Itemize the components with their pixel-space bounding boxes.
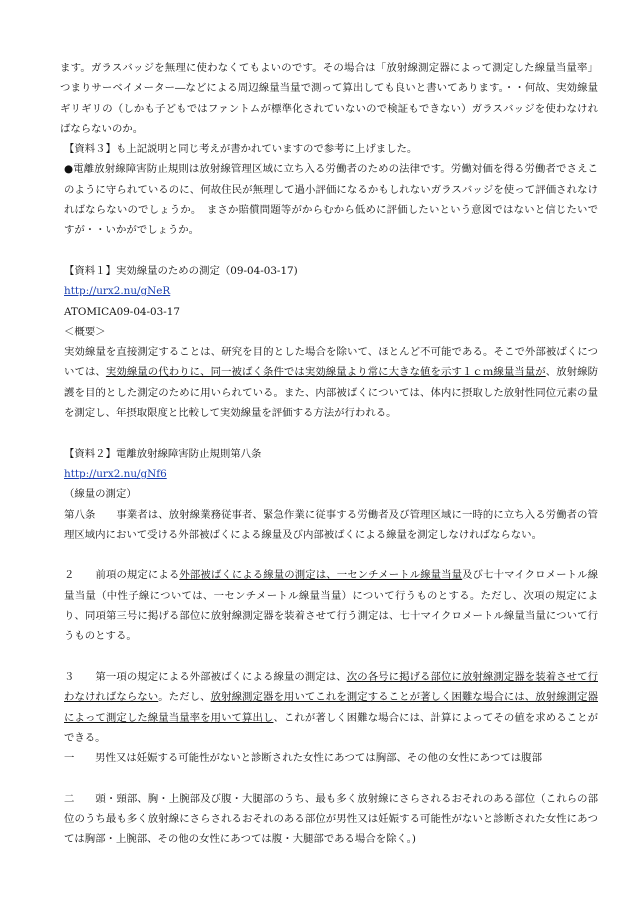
reference-1-summary-label: ＜概要＞ [64, 325, 106, 338]
clause-3-middle: 。ただし、 [158, 691, 211, 704]
spacer [60, 647, 598, 667]
clause-2-end: 及び七十マイクロメートル線量当量（中性子線については、一センチメートル線量当量）について行うものとする。ただし、次項の規定により、同項第三号に掲げる部位に放射線測定器を装着させて行う測定は、七十マイクロメートル線量当量について行うものとする。 [64, 569, 598, 643]
clause-2-start: ２ 前項の規定による [64, 569, 180, 582]
reference-1-body [60, 342, 598, 423]
clause-3-underlined-text-2: 放射線測定器を用いてこれを測定することが著しく困難な場合には、放射線測定器によって測定した線量当量率を用いて算出し [64, 691, 599, 724]
reference-2-heading: 【資料２】電離放射線障害防止規則第八条 [64, 447, 262, 460]
reference-1-body-start: 実効線量を直接測定することは、研究を目的とした場合を除いて、ほとんど不可能である。そこで外部被ばくについては、 [64, 346, 598, 379]
clause-3-underlined-text-1: 次の各号に掲げる部位に放射線測定器を装着させて行わなければならない [64, 670, 598, 704]
clause-3-start: ３ 第一項の規定による外部被ばくによる線量の測定は、 [64, 670, 347, 683]
reference-2-link-line [60, 464, 598, 484]
reference-1-underlined-text: 実効線量の代わりに、同一被ばく条件では実効線量より常に大きな値を示す１ｃｍ線量当量が [105, 366, 546, 379]
reference-1-link-line [60, 281, 598, 301]
reference-2-link[interactable]: http://urx2.nu/gNf6 [64, 467, 167, 480]
spacer [60, 545, 598, 565]
article-8-paragraph: 第八条 事業者は、放射線業務従事者、緊急作業に従事する労働者及び管理区域に一時的に立ち入る労働者の管理区域内において受ける外部被ばくによる線量及び内部被ばくによる線量を測定しなければならない。 [64, 508, 598, 541]
article-8-clause-3 [60, 667, 598, 748]
clause-3-item-2: 二 頭・頸部、胸・上腕部及び腹・大腿部のうち、最も多く放射線にさらされるおそれのある部位（これらの部位のうち最も多く放射線にさらされるおそれのある部位が男性又は妊娠する可能性がないと診断された女性にあつては胸部・上腕部、その他の女性にあつては腹・大腿部である場合を除く。) [64, 792, 598, 846]
clause-2-underlined-text: 外部被ばくによる線量の測定は、一センチメートル線量当量 [179, 569, 463, 582]
intro-paragraph: ます。ガラスバッジを無理に使わなくてもよいのです。その場合は「放射線測定器によって測定した線量当量率」つまりサーベイメーター―などによる周辺線量当量で測って算出しても良いと書いてあります。・・何故、実効線量ギリギリの（しかも子どもではファントムが標準化されていないので検証もできない）ガラスバッジを使わなければならないのか。 [60, 62, 598, 135]
spacer [60, 423, 598, 443]
reference-1-link[interactable]: http://urx2.nu/gNeR [64, 285, 171, 298]
reference-1-body-end: 、放射線防護を目的とした測定のために用いられている。また、内部被ばくについては、体内に摂取した放射性同位元素の量を測定し、年摂取限度と比較して実効線量を評価する方法が行われる。 [64, 366, 598, 420]
clause-3-item-1: 一 男性又は妊娠する可能性がないと診断された女性にあつては胸部、その他の女性にあつては腹部 [64, 752, 542, 765]
spacer [60, 768, 598, 788]
article-8-clause-2 [60, 565, 598, 646]
reference-3-note: 【資料３】も上記説明と同じ考えが書かれていますので参考に上げました。 [64, 143, 418, 156]
ordinance-paragraph: ●電離放射線障害防止規則は放射線管理区域に立ち入る労働者のための法律です。労働対価を得る労働者でさえこのように守られているのに、何故住民が無理して過小評価になるかもしれないガラスバッジを使って評価されなければならないのでしょうか。 まさか賠償問題等がからむから低めに評価したいという意図ではないと信じたいですが・・いかがでしょうか。 [64, 163, 598, 237]
reference-2-subtitle: （線量の測定） [64, 488, 137, 501]
clause-3-end: 、これが著しく困難な場合には、計算によってその値を求めることができる。 [64, 711, 599, 744]
spacer [60, 241, 598, 261]
reference-1-heading: 【資料１】実効線量のための測定（09-04-03-17) [64, 264, 298, 277]
reference-1-source: ATOMICA09-04-03-17 [64, 305, 181, 318]
